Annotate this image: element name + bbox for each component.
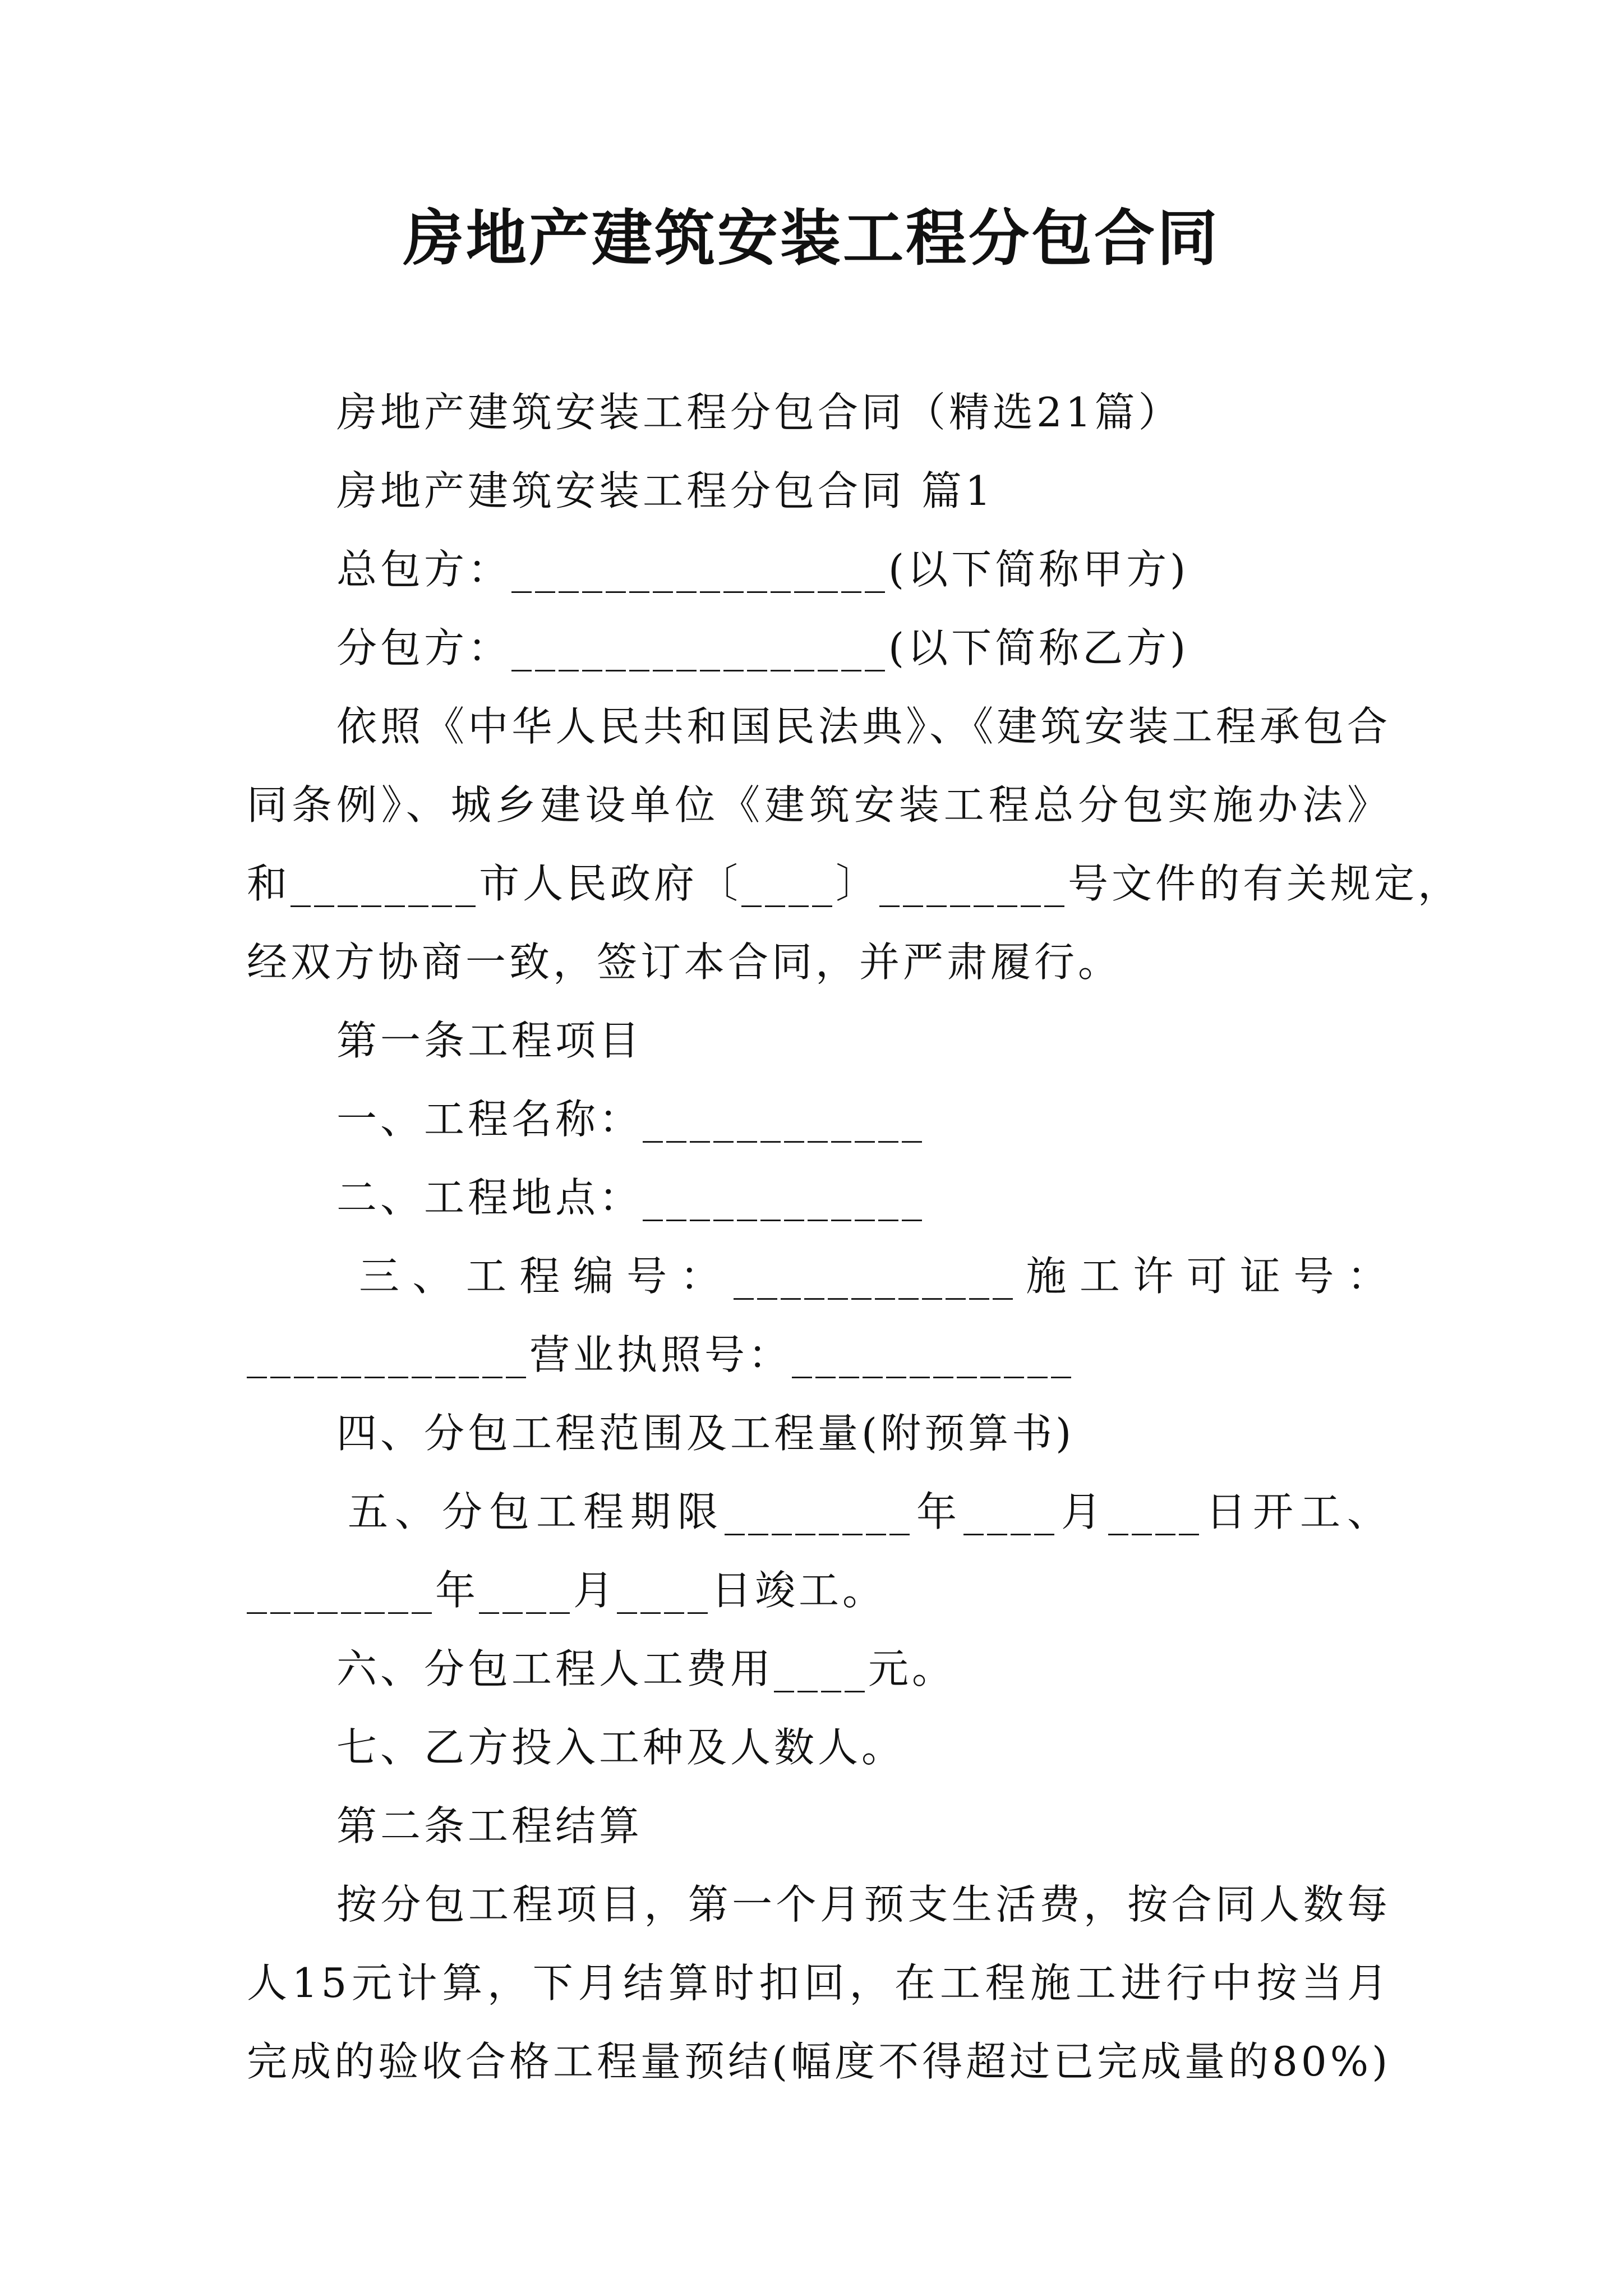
labor-cost-line: 六、分包工程人工费用____元。 — [336, 1645, 956, 1692]
section-heading: 房地产建筑安装工程分包合同 篇1 — [336, 467, 994, 514]
body-text-line: 人15元计算，下月结算时扣回，在工程施工进行中按当月 — [247, 1959, 1391, 2007]
article-heading: 第二条工程结算 — [336, 1802, 643, 1849]
project-number-line: 三、工程编号：____________施工许可证号： — [359, 1253, 1391, 1300]
project-location-line: 二、工程地点：____________ — [336, 1174, 926, 1221]
subtitle-line: 房地产建筑安装工程分包合同（精选21篇） — [336, 389, 1182, 436]
body-text-line: 经双方协商一致，签订本合同，并严肃履行。 — [247, 938, 1122, 986]
party-a-line: 总包方：________________(以下简称甲方) — [336, 546, 1189, 593]
article-heading: 第一条工程项目 — [336, 1017, 643, 1064]
body-text-line: 完成的验收合格工程量预结(幅度不得超过已完成量的80%) — [247, 2038, 1391, 2085]
project-name-line: 一、工程名称：____________ — [336, 1096, 926, 1143]
body-text-line: 依照《中华人民共和国民法典》、《建筑安装工程承包合 — [336, 703, 1391, 750]
body-text-line: 按分包工程项目，第一个月预支生活费，按合同人数每 — [336, 1881, 1391, 1928]
scope-line: 四、分包工程范围及工程量(附预算书) — [336, 1410, 1075, 1457]
party-b-line: 分包方：________________(以下简称乙方) — [336, 624, 1189, 671]
body-text-line: 同条例》、城乡建设单位《建筑安装工程总分包实施办法》 — [247, 781, 1391, 829]
body-text-line: 和________市人民政府〔____〕________号文件的有关规定， — [247, 860, 1462, 907]
period-end-line: ________年____月____日竣工。 — [247, 1567, 887, 1614]
period-line: 五、分包工程期限________年____月____日开工、 — [348, 1488, 1391, 1535]
license-number-line: ____________营业执照号：____________ — [247, 1331, 1075, 1378]
document-title: 房地产建筑安装工程分包合同 — [403, 203, 1220, 274]
workers-line: 七、乙方投入工种及人数人。 — [336, 1724, 906, 1771]
